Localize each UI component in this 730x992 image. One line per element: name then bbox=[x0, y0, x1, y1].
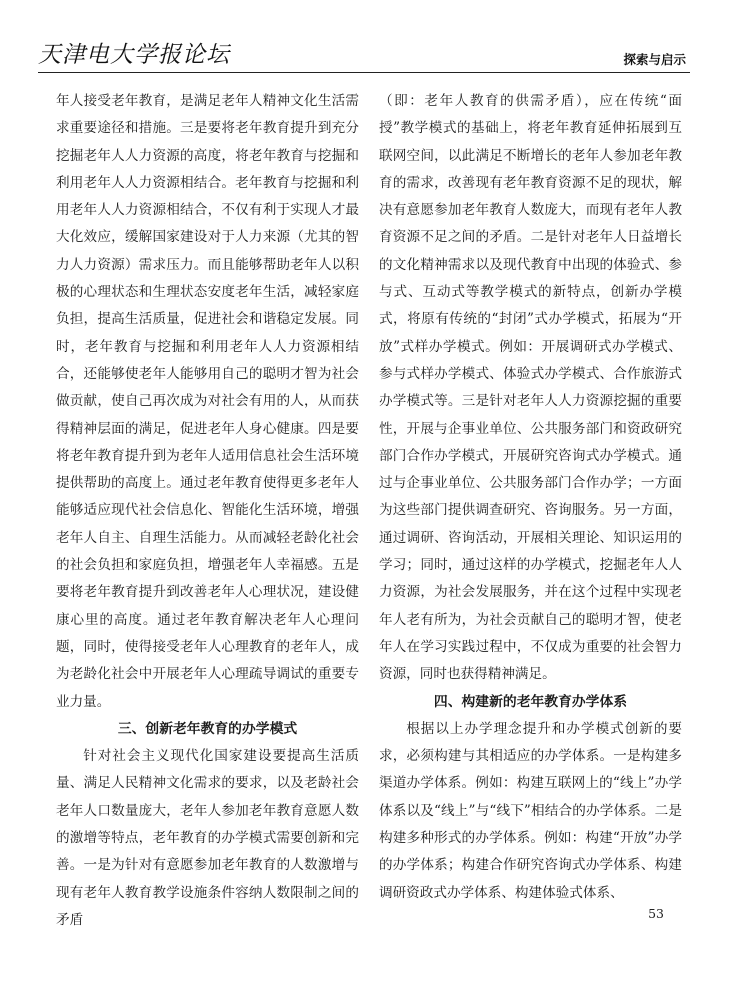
paragraph: （即：老年人教育的供需矛盾），应在传统“面授”教学模式的基础上，将老年教育延伸拓展到互联网空间，以此满足不断增长的老年人参加老年教育的需求，改善现有老年教育资源不足的现状，解决有意愿参加老年教育人数庞大，而现有老年人教育资源不足之间的矛盾。二是针对老年人日益增长的文化精神需求以及现代教育中出现的体验式、参与式、互动式等教学模式的新特点，创新办学模式，将原有传统的“封闭”式办学模式，拓展为“开放”式样办学模式。例如：开展调研式办学模式、参与式样办学模式、体验式办学模式、合作旅游式办学模式等。三是针对老年人人力资源挖掘的重要性，开展与企事业单位、公共服务部门和资政研究部门合作办学模式，开展研究咨询式办学模式。通过与企事业单位、公共服务部门合作办学；一方面为这些部门提供调查研究、咨询服务。另一方面，通过调研、咨询活动，开展相关理论、知识运用的学习；同时，通过这样的办学模式，挖掘老年人人力资源，为社会发展服务，并在这个过程中实现老年人老有所为，为社会贡献自己的聪明才智，使老年人在学习实践过程中，不仅成为重要的社会智力资源，同时也获得精神满足。 bbox=[379, 93, 682, 683]
section-heading: 四、构建新的老年教育办学体系 bbox=[433, 693, 628, 710]
right-column bbox=[379, 88, 682, 907]
section-heading: 三、创新老年教育的办学模式 bbox=[117, 720, 298, 737]
paragraph: 根据以上办学理念提升和办学模式创新的要求，必须构建与其相适应的办学体系。一是构建多渠道办学体系。例如：构建互联网上的“线上”办学体系以及“线上”与“线下”相结合的办学体系。二是构建多种形式的办学体系。例如：构建“开放”办学的办学体系；构建合作研究咨询式办学体系、构建调研资政式办学体系、构建体验式体系、 bbox=[379, 720, 682, 901]
page-number: 53 bbox=[648, 906, 664, 921]
paragraph: 针对社会主义现代化国家建设要提高生活质量、满足人民精神文化需求的要求，以及老龄社会老年人口数量庞大，老年人参加老年教育意愿人数的激增等特点，老年教育的办学模式需要创新和完善。一是为针对有意愿参加老年教育的人数激增与现有老年人教育教学设施条件容纳人数限制之间的矛盾 bbox=[56, 748, 359, 928]
page-header bbox=[38, 30, 690, 74]
journal-logo: 天津电大学报论坛 bbox=[38, 42, 230, 68]
paragraph: 年人接受老年教育，是满足老年人精神文化生活需求重要途径和措施。三是要将老年教育提升到充分挖掘老年人人力资源的高度，将老年教育与挖掘和利用老年人人力资源相结合。老年教育与挖掘和利用老年人人力资源相结合，不仅有利于实现人才最大化效应，缓解国家建设对于人力来源（尤其的智力人力资源）需求压力。而且能够帮助老年人以积极的心理状态和生理状态安度老年生活，减轻家庭负担，提高生活质量，促进社会和谐稳定发展。同时，老年教育与挖掘和利用老年人人力资源相结合，还能够使老年人能够用自己的聪明才智为社会做贡献，使自己再次成为对社会有用的人，从而获得精神层面的满足，促进老年人身心健康。四是要将老年教育提升到为老年人适用信息社会生活环境提供帮助的高度上。通过老年教育使得更多老年人能够适应现代社会信息化、智能化生活环境，增强老年人自主、自理生活能力。从而减轻老龄化社会的社会负担和家庭负担，增强老年人幸福感。五是要将老年教育提升到改善老年人心理状况，建设健康心里的高度。通过老年教育解决老年人心理问题，同时，使得接受老年人心理教育的老年人，成为老龄化社会中开展老年人心理疏导调试的重要专业力量。 bbox=[56, 93, 359, 710]
left-column bbox=[56, 88, 359, 934]
header-rule bbox=[38, 72, 690, 73]
section-label: 探索与启示 bbox=[623, 52, 686, 67]
